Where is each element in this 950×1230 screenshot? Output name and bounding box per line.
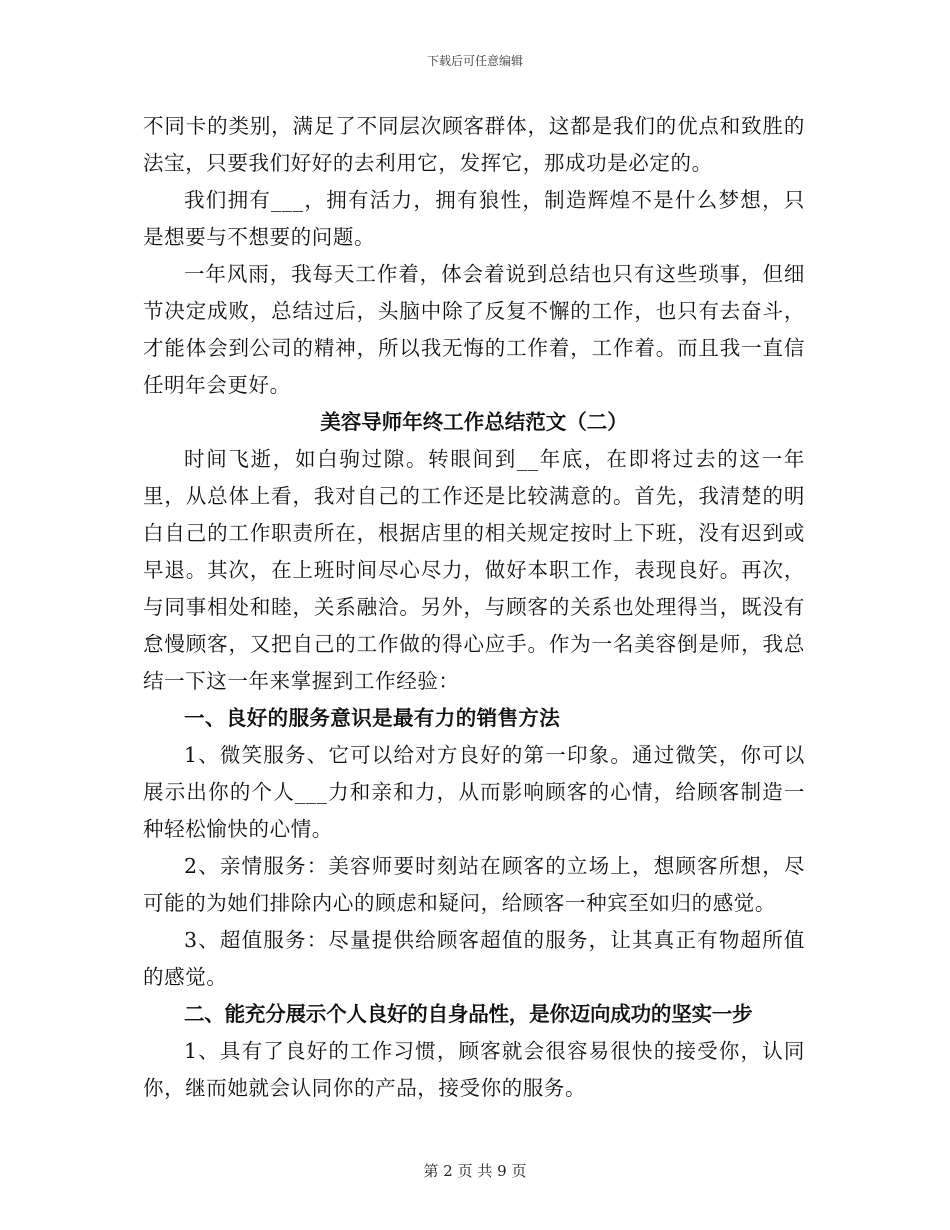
paragraph: 我们拥有___，拥有活力，拥有狼性，制造辉煌不是什么梦想，只是想要与不想要的问题。 — [143, 188, 805, 249]
paragraph: 1、具有了良好的工作习惯，顾客就会很容易很快的接受你，认同你，继而她就会认同你的产品，接受你的服务。 — [143, 1039, 805, 1100]
paragraph: 时间飞逝，如白驹过隙。转眼间到__年底，在即将过去的这一年里，从总体上看，我对自己的工作还是比较满意的。首先，我清楚的明白自己的工作职责所在，根据店里的相关规定按时上下班，没有迟到或早退。其次，在上班时间尽心尽力，做好本职工作，表现良好。再次，与同事相处和睦，关系融洽。另外，与顾客的关系也处理得当，既没有怠慢顾客，又把自己的工作做的得心应手。作为一名美容倒是师，我总结一下这一年来掌握到工作经验： — [143, 447, 805, 693]
paragraph: 1、微笑服务、它可以给对方良好的第一印象。通过微笑，你可以展示出你的个人___力和亲和力，从而影响顾客的心情，给顾客制造一种轻松愉快的心情。 — [143, 743, 805, 841]
document-body — [143, 108, 805, 1107]
paragraph: 3、超值服务：尽量提供给顾客超值的服务，让其真正有物超所值的感觉。 — [143, 928, 805, 989]
paragraph-continuation: 不同卡的类别，满足了不同层次顾客群体，这都是我们的优点和致胜的法宝，只要我们好好的去利用它，发挥它，那成功是必定的。 — [143, 114, 805, 175]
section-heading: 二、能充分展示个人良好的自身品性，是你迈向成功的坚实一步 — [184, 1002, 753, 1026]
section-heading: 一、良好的服务意识是最有力的销售方法 — [184, 706, 561, 730]
page-footer: 第 2 页 共 9 页 — [423, 1162, 527, 1180]
paragraph: 2、亲情服务：美容师要时刻站在顾客的立场上，想顾客所想，尽可能的为她们排除内心的顾虑和疑问，给顾客一种宾至如归的感觉。 — [143, 854, 805, 915]
section-title: 美容导师年终工作总结范文（二） — [320, 410, 628, 434]
paragraph: 一年风雨，我每天工作着，体会着说到总结也只有这些琐事，但细节决定成败，总结过后，头脑中除了反复不懈的工作，也只有去奋斗，才能体会到公司的精神，所以我无悔的工作着，工作着。而且我一直信任明年会更好。 — [143, 262, 805, 397]
page-header: 下载后可任意编辑 — [426, 54, 523, 68]
